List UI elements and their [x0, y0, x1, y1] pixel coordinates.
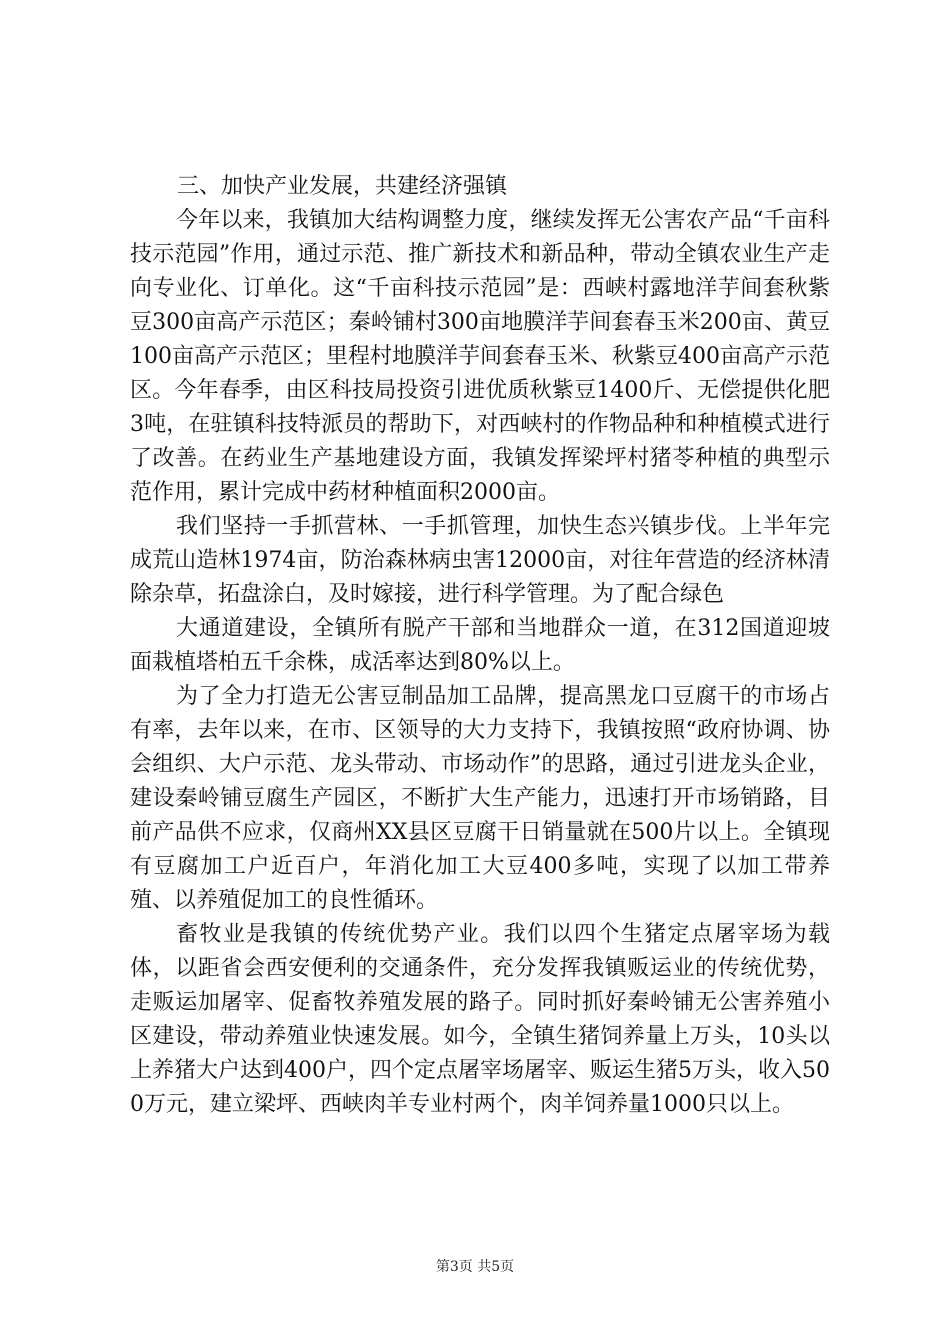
section-heading: 三、加快产业发展，共建经济强镇 — [177, 174, 508, 199]
paragraph-livestock: 畜牧业是我镇的传统优势产业。我们以四个生猪定点屠宰场为载体，以距省会西安便利的交通条件，充分发挥我镇贩运业的传统优势，走贩运加屠宰、促畜牧养殖发展的路子。同时抓好秦岭铺无公害养殖小区建设，带动养殖业快速发展。如今，全镇生猪饲养量上万头，10头以上养猪大户达到400户，四个定点屠宰场屠宰、贩运生猪5万头，收入500万元，建立梁坪、西峡肉羊专业村两个，肉羊饲养量1000只以上。 — [130, 922, 830, 1117]
document-body — [130, 170, 830, 1122]
paragraph-agriculture: 今年以来，我镇加大结构调整力度，继续发挥无公害农产品“千亩科技示范园”作用，通过示范、推广新技术和新品种，带动全镇农业生产走向专业化、订单化。这“千亩科技示范园”是：西峡村露地洋芋间套秋紫豆300亩高产示范区；秦岭铺村300亩地膜洋芋间套春玉米200亩、黄豆100亩高产示范区；里程村地膜洋芋间套春玉米、秋紫豆400亩高产示范区。今年春季，由区科技局投资引进优质秋紫豆1400斤、无偿提供化肥3吨，在驻镇科技特派员的帮助下，对西峡村的作物品种和种植模式进行了改善。在药业生产基地建设方面，我镇发挥梁坪村猪苓种植的典型示范作用，累计完成中药材种植面积2000亩。 — [130, 208, 830, 505]
paragraph-green-corridor: 大通道建设，全镇所有脱产干部和当地群众一道，在312国道迎坡面栽植塔柏五千余株，成活率达到80%以上。 — [130, 616, 830, 675]
paragraph-forestry: 我们坚持一手抓营林、一手抓管理，加快生态兴镇步伐。上半年完成荒山造林1974亩，防治森林病虫害12000亩，对往年营造的经济林清除杂草，拓盘涂白，及时嫁接，进行科学管理。为了配合绿色 — [130, 514, 830, 607]
paragraph-tofu-industry: 为了全力打造无公害豆制品加工品牌，提高黑龙口豆腐干的市场占有率，去年以来，在市、区领导的大力支持下，我镇按照“政府协调、协会组织、大户示范、龙头带动、市场动作”的思路，通过引进龙头企业，建设秦岭铺豆腐生产园区，不断扩大生产能力，迅速打开市场销路，目前产品供不应求，仅商州XX县区豆腐干日销量就在500片以上。全镇现有豆腐加工户近百户，年消化加工大豆400多吨，实现了以加工带养殖、以养殖促加工的良性循环。 — [130, 684, 830, 913]
page-number-footer: 第3页 共5页 — [435, 1259, 515, 1275]
